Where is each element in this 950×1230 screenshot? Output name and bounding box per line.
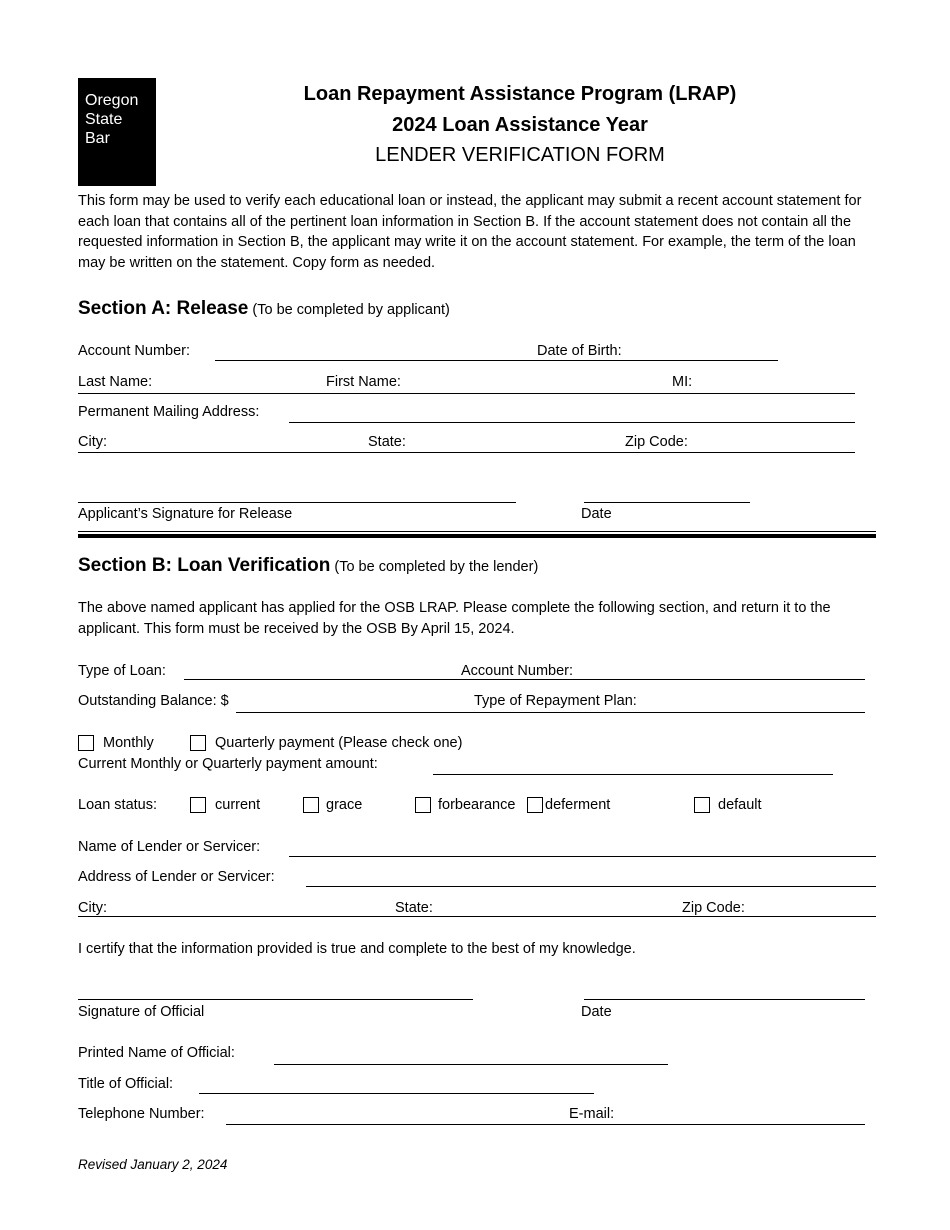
- applicant-signature-label: Applicant’s Signature for Release: [78, 506, 293, 522]
- state-label: State:: [368, 434, 406, 450]
- first-name-label: First Name:: [326, 374, 401, 390]
- quarterly-label: Quarterly payment (Please check one): [215, 735, 463, 751]
- revision-date: Revised January 2, 2024: [78, 1157, 228, 1172]
- monthly-label: Monthly: [103, 735, 154, 751]
- logo-line-3: Bar: [85, 130, 110, 147]
- mailing-address-label: Permanent Mailing Address:: [78, 404, 260, 420]
- name-field[interactable]: [78, 393, 855, 394]
- lender-address-field[interactable]: [306, 886, 876, 887]
- lender-name-field[interactable]: [289, 856, 876, 857]
- loan-status-label: Loan status:: [78, 797, 157, 813]
- lender-city-state-zip-field[interactable]: [78, 916, 876, 917]
- telephone-email-field[interactable]: [226, 1124, 865, 1125]
- printed-name-label: Printed Name of Official:: [78, 1045, 235, 1061]
- section-a-subtitle: (To be completed by applicant): [252, 302, 450, 318]
- lender-state-label: State:: [395, 900, 433, 916]
- city-state-zip-field[interactable]: [78, 452, 855, 453]
- zip-code-label: Zip Code:: [625, 434, 688, 450]
- status-current-checkbox[interactable]: [190, 797, 206, 813]
- applicant-signature-line[interactable]: [78, 502, 516, 503]
- telephone-label: Telephone Number:: [78, 1106, 205, 1122]
- outstanding-balance-label: Outstanding Balance: $: [78, 693, 229, 709]
- email-label: E-mail:: [569, 1106, 615, 1122]
- status-grace-label: grace: [326, 797, 363, 813]
- status-deferment-checkbox[interactable]: [527, 797, 543, 813]
- last-name-label: Last Name:: [78, 374, 153, 390]
- logo-text: [85, 91, 138, 148]
- lender-name-label: Name of Lender or Servicer:: [78, 839, 261, 855]
- account-number-dob-field[interactable]: [215, 360, 778, 361]
- section-divider-thick: [78, 534, 876, 538]
- oregon-state-bar-logo: [78, 78, 156, 186]
- form-subtitle-name: LENDER VERIFICATION FORM: [375, 144, 665, 166]
- form-subtitle-year: 2024 Loan Assistance Year: [392, 114, 648, 136]
- status-forbearance-checkbox[interactable]: [415, 797, 431, 813]
- date-of-birth-label: Date of Birth:: [537, 343, 622, 359]
- applicant-date-label: Date: [581, 506, 612, 522]
- account-number-label: Account Number:: [78, 343, 191, 359]
- official-signature-label: Signature of Official: [78, 1004, 205, 1020]
- status-default-label: default: [718, 797, 762, 813]
- certification-statement: I certify that the information provided is true and complete to the best of my knowledge.: [78, 941, 636, 957]
- logo-line-1: Oregon: [85, 92, 139, 109]
- applicant-date-line[interactable]: [584, 502, 750, 503]
- lender-zip-label: Zip Code:: [682, 900, 745, 916]
- payment-amount-field[interactable]: [433, 774, 833, 775]
- section-b-title: Section B: Loan Verification: [78, 555, 331, 576]
- status-default-checkbox[interactable]: [694, 797, 710, 813]
- status-deferment-label: deferment: [545, 797, 611, 813]
- loan-account-number-label: Account Number:: [461, 663, 574, 679]
- section-b-intro: The above named applicant has applied for the OSB LRAP. Please complete the following section, and return it to the applicant. This form must be received by the OSB By April 15, 2024.: [78, 600, 831, 637]
- lender-address-label: Address of Lender or Servicer:: [78, 869, 275, 885]
- intro-paragraph: This form may be used to verify each educational loan or instead, the applicant may submit a recent account statement for each loan that contains all of the pertinent loan information in Section B. If the account statement does not contain all the requested information in Section B, the applicant may write it on the account statement. For example, the term of the loan may be written on the statement. Copy form as needed.: [78, 193, 862, 271]
- logo-line-2: State: [85, 111, 123, 128]
- official-date-line[interactable]: [584, 999, 865, 1000]
- balance-plan-field[interactable]: [236, 712, 865, 713]
- section-a-title: Section A: Release: [78, 298, 249, 319]
- monthly-checkbox[interactable]: [78, 735, 94, 751]
- section-b-heading: [78, 556, 538, 575]
- official-date-label: Date: [581, 1004, 612, 1020]
- official-title-label: Title of Official:: [78, 1076, 174, 1092]
- loan-type-account-field[interactable]: [184, 679, 865, 680]
- printed-name-field[interactable]: [274, 1064, 668, 1065]
- quarterly-checkbox[interactable]: [190, 735, 206, 751]
- status-grace-checkbox[interactable]: [303, 797, 319, 813]
- city-label: City:: [78, 434, 107, 450]
- official-signature-line[interactable]: [78, 999, 473, 1000]
- section-b-subtitle: (To be completed by the lender): [334, 559, 539, 575]
- mi-label: MI:: [672, 374, 693, 390]
- status-current-label: current: [215, 797, 261, 813]
- section-divider-thin: [78, 531, 876, 532]
- section-a-heading: [78, 299, 450, 318]
- type-of-loan-label: Type of Loan:: [78, 663, 166, 679]
- mailing-address-field[interactable]: [289, 422, 855, 423]
- payment-amount-label: Current Monthly or Quarterly payment amount:: [78, 756, 378, 772]
- form-title: Loan Repayment Assistance Program (LRAP): [303, 83, 737, 105]
- lender-city-label: City:: [78, 900, 107, 916]
- official-title-field[interactable]: [199, 1093, 594, 1094]
- status-forbearance-label: forbearance: [438, 797, 516, 813]
- repayment-plan-label: Type of Repayment Plan:: [474, 693, 637, 709]
